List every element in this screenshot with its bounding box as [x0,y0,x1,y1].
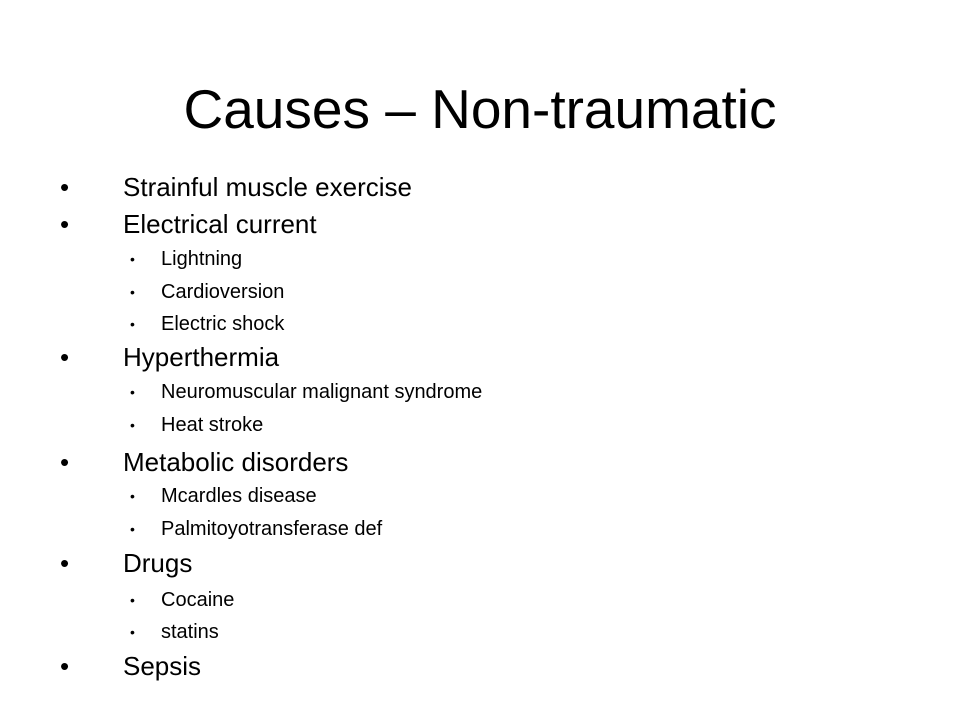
bullet-icon: • [60,548,70,578]
sub-bullet-icon: • [130,384,135,400]
sub-bullet-icon: • [130,592,135,608]
bullet-text: Drugs [123,548,193,578]
bullet-text: Sepsis [123,651,202,681]
bullet-icon: • [60,342,70,372]
sub-bullet-icon: • [130,316,135,332]
sub-bullet-icon: • [130,417,135,433]
sub-bullet-text: Heat stroke [161,414,264,436]
sub-bullet-text: Cardioversion [161,281,285,303]
sub-bullet-text: Lightning [161,248,243,270]
sub-bullet-text: Electric shock [161,313,285,335]
sub-bullet-text: Palmitoyotransferase def [161,518,383,540]
sub-bullet-text: Cocaine [161,589,235,611]
sub-bullet-icon: • [130,251,135,267]
sub-bullet-icon: • [130,488,135,504]
sub-bullet-icon: • [130,284,135,300]
bullet-icon: • [60,651,70,681]
sub-bullet-text: Neuromuscular malignant syndrome [161,381,483,403]
slide-title: Causes – Non-traumatic [183,78,777,140]
bullet-icon: • [60,209,70,239]
bullet-text: Metabolic disorders [123,447,349,477]
sub-bullet-text: Mcardles disease [161,485,317,507]
sub-bullet-icon: • [130,624,135,640]
bullet-icon: • [60,447,70,477]
sub-bullet-icon: • [130,521,135,537]
bullet-text: Strainful muscle exercise [123,172,412,202]
bullet-text: Hyperthermia [123,342,280,372]
sub-bullet-text: statins [161,621,219,643]
bullet-icon: • [60,172,70,202]
bullet-text: Electrical current [123,209,317,239]
